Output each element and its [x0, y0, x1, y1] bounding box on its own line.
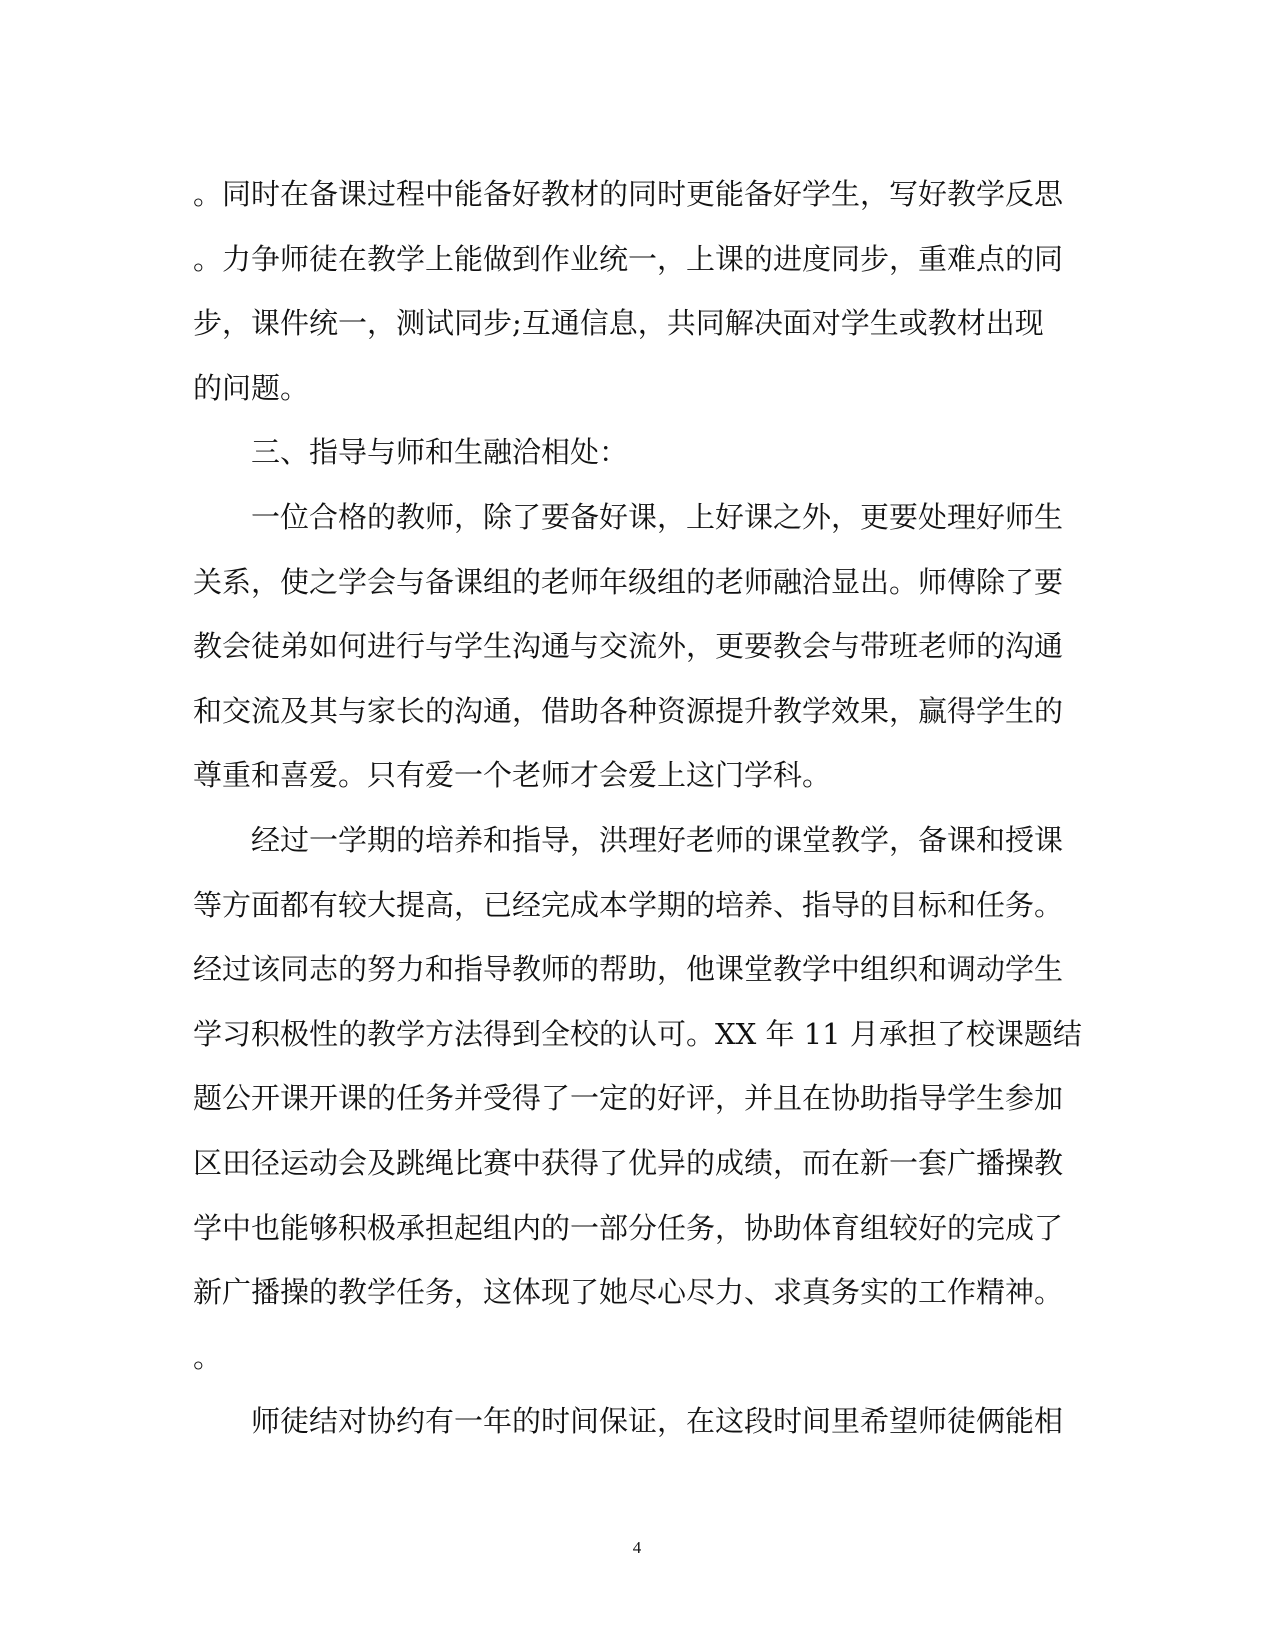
- text-line: 尊重和喜爱。只有爱一个老师才会爱上这门学科。: [193, 758, 832, 793]
- text-line: 。: [193, 1339, 223, 1374]
- text-line: 和交流及其与家长的沟通，借助各种资源提升教学效果，赢得学生的: [193, 693, 1064, 728]
- text-line: 。力争师徒在教学上能做到作业统一，上课的进度同步，重难点的同: [193, 241, 1064, 276]
- text-line: 关系，使之学会与备课组的老师年级组的老师融洽显出。师傅除了要: [193, 564, 1064, 599]
- section-heading: 三、指导与师和生融洽相处：: [251, 435, 629, 470]
- body-text: [193, 162, 1082, 1454]
- text-line: 教会徒弟如何进行与学生沟通与交流外，更要教会与带班老师的沟通: [193, 629, 1064, 664]
- text-line: 一位合格的教师，除了要备好课，上好课之外，更要处理好师生: [251, 499, 1064, 534]
- text-line: 学习积极性的教学方法得到全校的认可。XX 年 11 月承担了校课题结: [193, 1016, 1082, 1051]
- text-line: 等方面都有较大提高，已经完成本学期的培养、指导的目标和任务。: [193, 887, 1064, 922]
- text-line: 。同时在备课过程中能备好教材的同时更能备好学生，写好教学反思: [193, 177, 1064, 211]
- text-line: 题公开课开课的任务并受得了一定的好评，并且在协助指导学生参加: [193, 1081, 1064, 1116]
- text-line: 学中也能够积极承担起组内的一部分任务，协助体育组较好的完成了: [193, 1210, 1064, 1245]
- page-number: 4: [632, 1538, 642, 1557]
- text-line: 师徒结对协约有一年的时间保证，在这段时间里希望师徒俩能相: [251, 1404, 1064, 1439]
- text-line: 新广播操的教学任务，这体现了她尽心尽力、求真务实的工作精神。: [193, 1275, 1064, 1310]
- text-line: 区田径运动会及跳绳比赛中获得了优异的成绩，而在新一套广播操教: [193, 1145, 1064, 1180]
- text-line: 经过一学期的培养和指导，洪理好老师的课堂教学，备课和授课: [251, 822, 1064, 857]
- text-line: 步，课件统一，测试同步;互通信息，共同解决面对学生或教材出现: [193, 306, 1044, 341]
- text-line: 经过该同志的努力和指导教师的帮助，他课堂教学中组织和调动学生: [193, 952, 1064, 987]
- text-line: 的问题。: [193, 370, 310, 405]
